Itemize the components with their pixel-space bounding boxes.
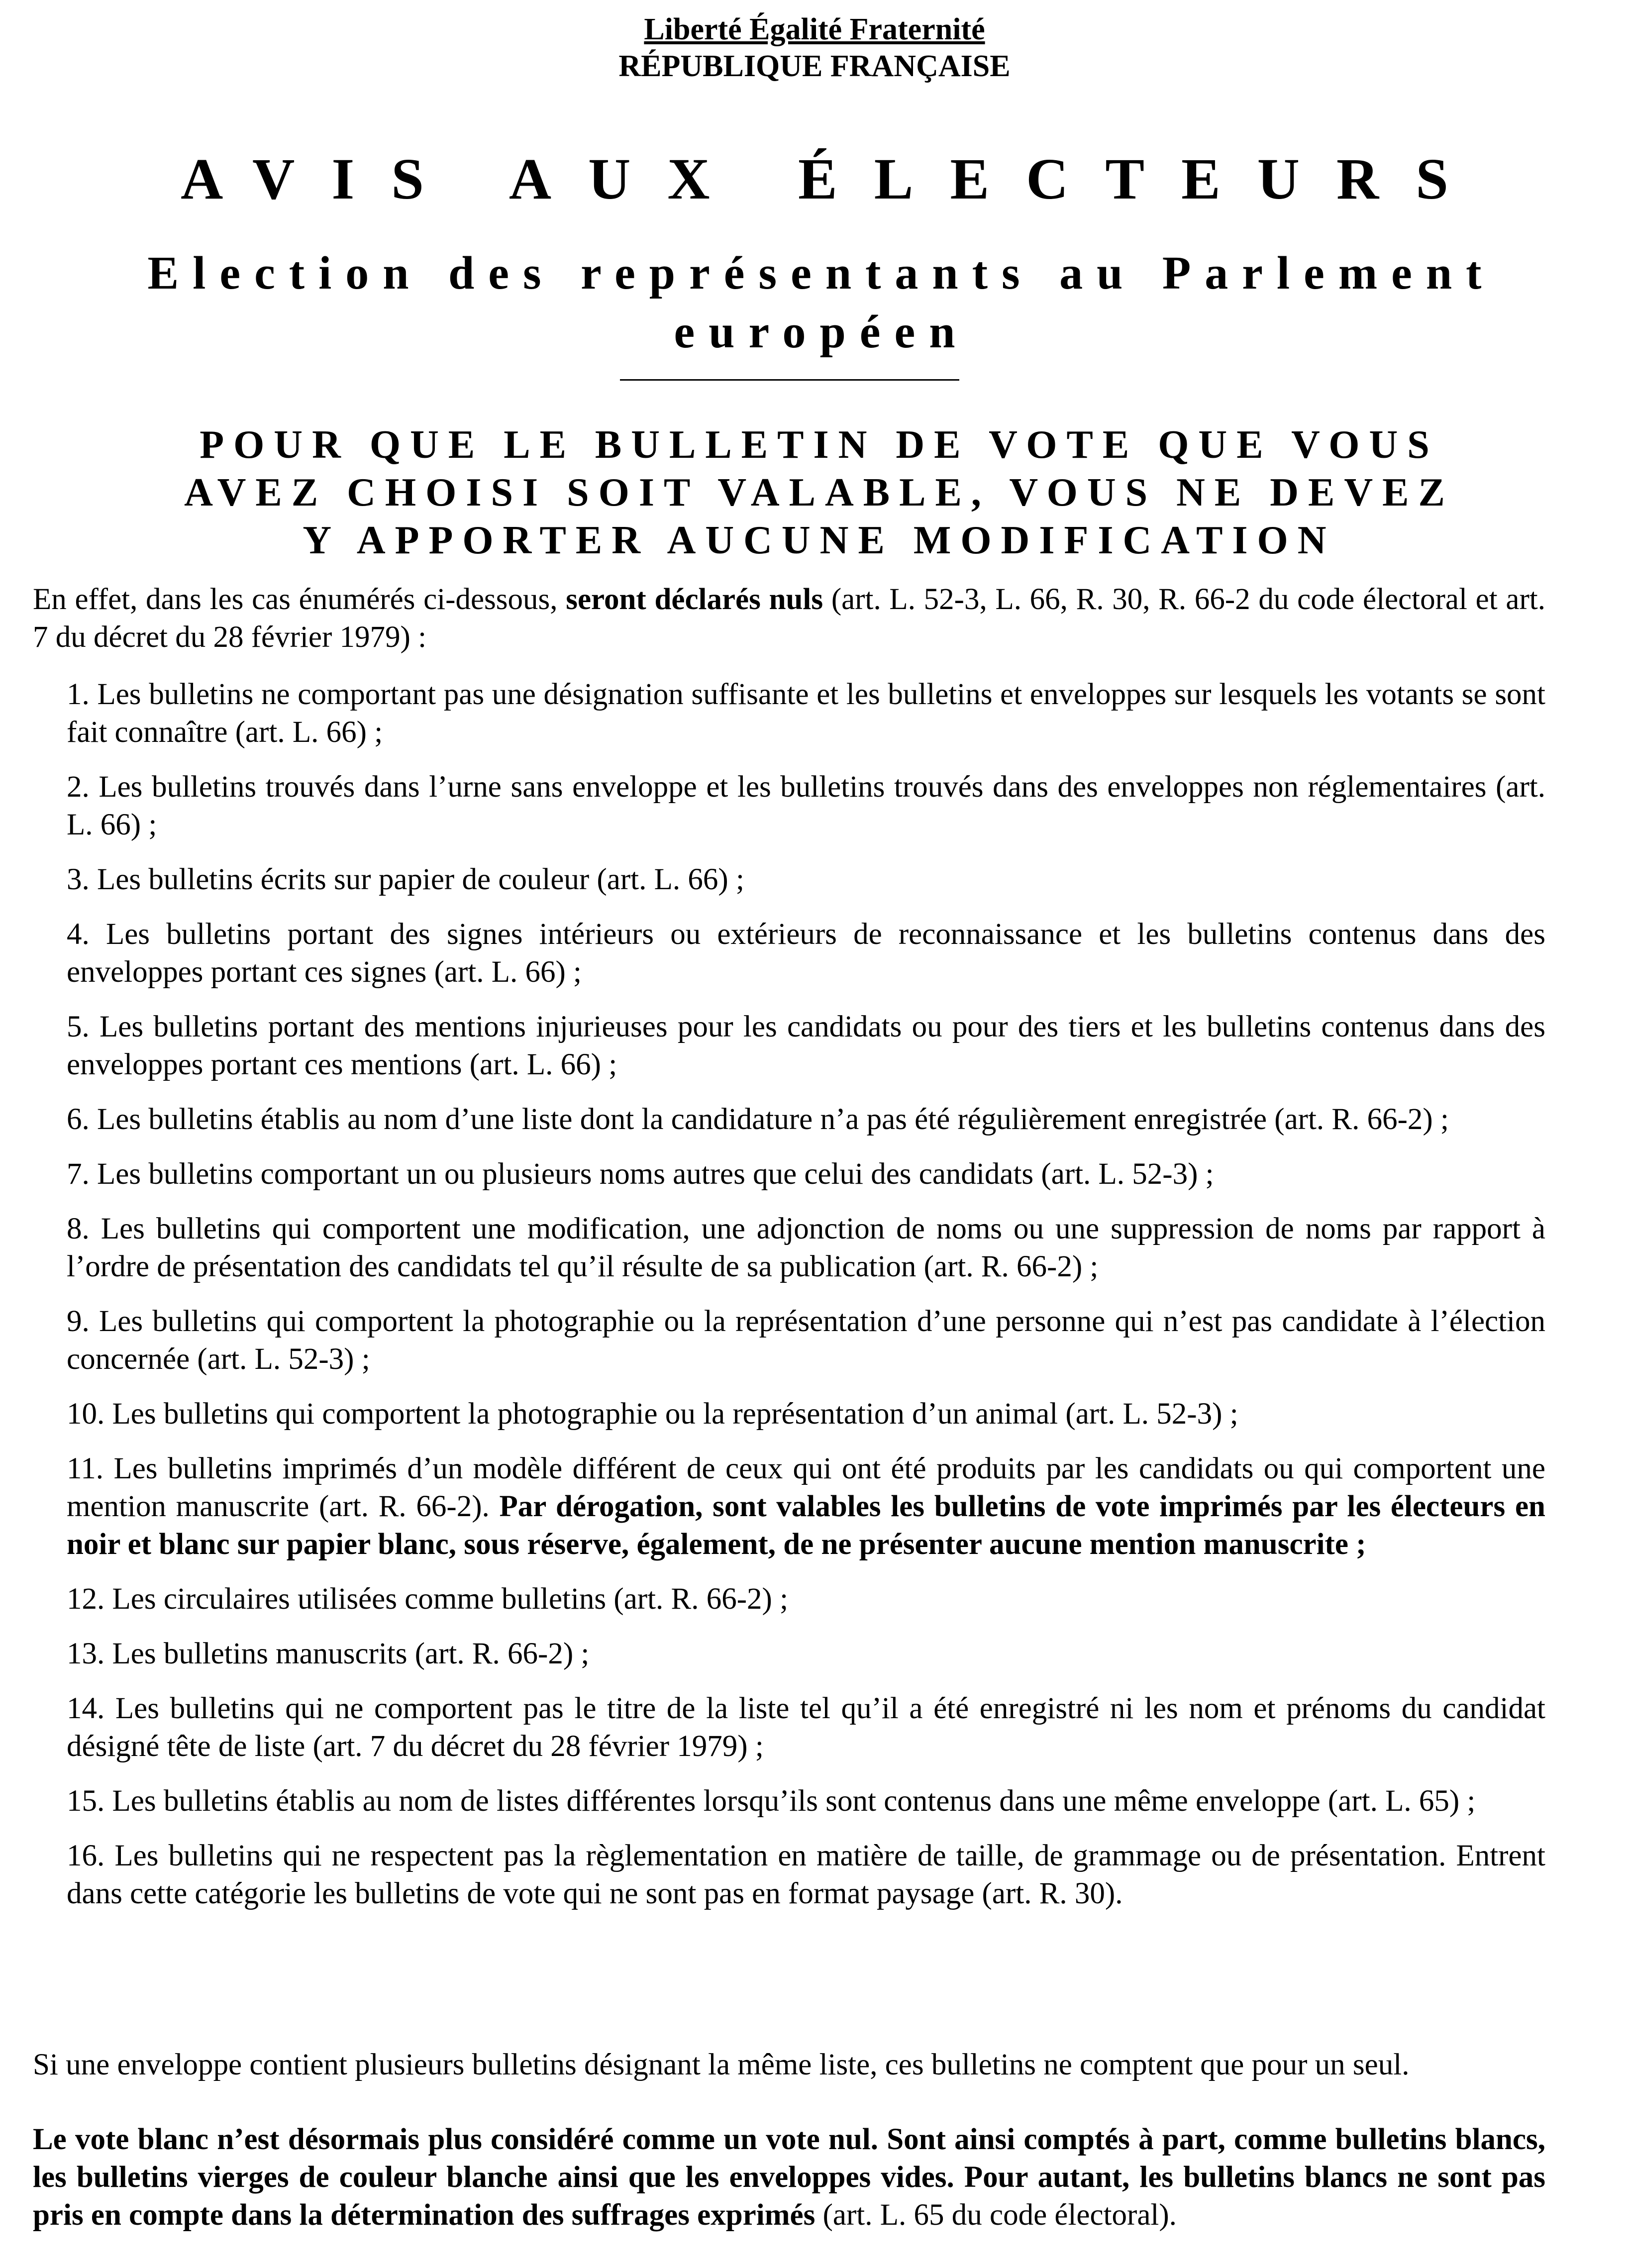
election-subtitle: [0, 244, 1629, 361]
election-subtitle-line2: européen: [674, 306, 969, 358]
motto: Liberté Égalité Fraternité: [644, 12, 985, 46]
list-item: 13. Les bulletins manuscrits (art. R. 66-2) ;: [67, 1637, 590, 1670]
intro-paragraph: [33, 581, 1545, 656]
warning-heading: [0, 421, 1629, 564]
closing2-after: (art. L. 65 du code électoral).: [815, 2198, 1177, 2232]
list-item: 15. Les bulletins établis au nom de listes différentes lorsqu’ils sont contenus dans une même enveloppe (art. L. 65) ;: [67, 1784, 1476, 1818]
closing-paragraph-2: [33, 2121, 1545, 2234]
election-subtitle-line1: Election des représentants au Parlement: [147, 247, 1496, 299]
title-divider: [620, 379, 959, 381]
list-item: 5. Les bulletins portant des mentions injurieuses pour les candidats ou pour des tiers et les bulletins contenus dans des enveloppes portant ces mentions (art. L. 66) ;: [67, 1010, 1545, 1081]
warning-line1: POUR QUE LE BULLETIN DE VOTE QUE VOUS: [200, 423, 1439, 467]
intro-before: En effet, dans les cas énumérés ci-dessous,: [33, 583, 566, 616]
list-item: 14. Les bulletins qui ne comportent pas le titre de la liste tel qu’il a été enregistré ni les nom et prénoms du candidat désigné tête de liste (art. 7 du décret du 28 février 1979) ;: [67, 1692, 1545, 1763]
list-item: 16. Les bulletins qui ne respectent pas la règlementation en matière de taille, de grammage ou de présentation. Entrent dans cette catégorie les bulletins de vote qui ne sont pas en format paysage (art. R. 30).: [67, 1839, 1545, 1910]
closing-paragraph-1: Si une enveloppe contient plusieurs bulletins désignant la même liste, ces bulletins ne comptent que pour un seul.: [33, 2048, 1410, 2081]
intro-after: (art. L. 52-3, L. 66, R. 30, R. 66-2 du code électoral et art. 7 du décret du 28 février 1979) :: [33, 583, 1545, 654]
warning-line3: Y APPORTER AUCUNE MODIFICATION: [303, 518, 1336, 562]
republic-heading: RÉPUBLIQUE FRANÇAISE: [618, 49, 1011, 83]
list-item: 3. Les bulletins écrits sur papier de couleur (art. L. 66) ;: [67, 863, 744, 896]
list-item: 9. Les bulletins qui comportent la photographie ou la représentation d’une personne qui n’est pas candidate à l’élection concernée (art. L. 52-3) ;: [67, 1305, 1545, 1376]
list-item: 8. Les bulletins qui comportent une modification, une adjonction de noms ou une suppression de noms par rapport à l’ordre de présentation des candidats tel qu’il résulte de sa publication (art. R. 66-2) ;: [67, 1212, 1545, 1283]
list-item: 10. Les bulletins qui comportent la photographie ou la représentation d’un animal (art. L. 52-3) ;: [67, 1397, 1238, 1431]
list-item: 12. Les circulaires utilisées comme bulletins (art. R. 66-2) ;: [67, 1582, 789, 1616]
list-item: 6. Les bulletins établis au nom d’une liste dont la candidature n’a pas été régulièrement enregistrée (art. R. 66-2) ;: [67, 1103, 1449, 1136]
list-item-11: [67, 1450, 1545, 1563]
page-title: AVIS AUX ÉLECTEURS: [181, 146, 1485, 211]
nullity-list: [67, 676, 1545, 1930]
closing2-bold: Le vote blanc n’est désormais plus considéré comme un vote nul. Sont ainsi comptés à part, comme bulletins blancs, les bulletins vierges de couleur blanche ainsi que les enveloppes vides. Pour autant, les bulletins blancs ne sont pas pris en compte dans la détermination des suffrages exprimés: [33, 2123, 1545, 2232]
item11-bold: Par dérogation, sont valables les bulletins de vote imprimés par les électeurs en noir et blanc sur papier blanc, sous réserve, également, de ne présenter aucune mention manuscrite ;: [67, 1490, 1545, 1561]
list-item: 1. Les bulletins ne comportant pas une désignation suffisante et les bulletins et enveloppes sur lesquels les votants se sont fait connaître (art. L. 66) ;: [67, 678, 1545, 749]
list-item: 7. Les bulletins comportant un ou plusieurs noms autres que celui des candidats (art. L. 52-3) ;: [67, 1157, 1214, 1191]
list-item: 4. Les bulletins portant des signes intérieurs ou extérieurs de reconnaissance et les bulletins contenus dans des enveloppes portant ces signes (art. L. 66) ;: [67, 918, 1545, 989]
list-item: 2. Les bulletins trouvés dans l’urne sans enveloppe et les bulletins trouvés dans des enveloppes non réglementaires (art. L. 66) ;: [67, 770, 1545, 841]
intro-bold: seront déclarés nuls: [566, 583, 823, 616]
item11-normal: 11. Les bulletins imprimés d’un modèle différent de ceux qui ont été produits par les candidats ou qui comportent une mention manuscrite (art. R. 66-2).: [67, 1452, 1545, 1523]
warning-line2: AVEZ CHOISI SOIT VALABLE, VOUS NE DEVEZ: [184, 471, 1454, 515]
